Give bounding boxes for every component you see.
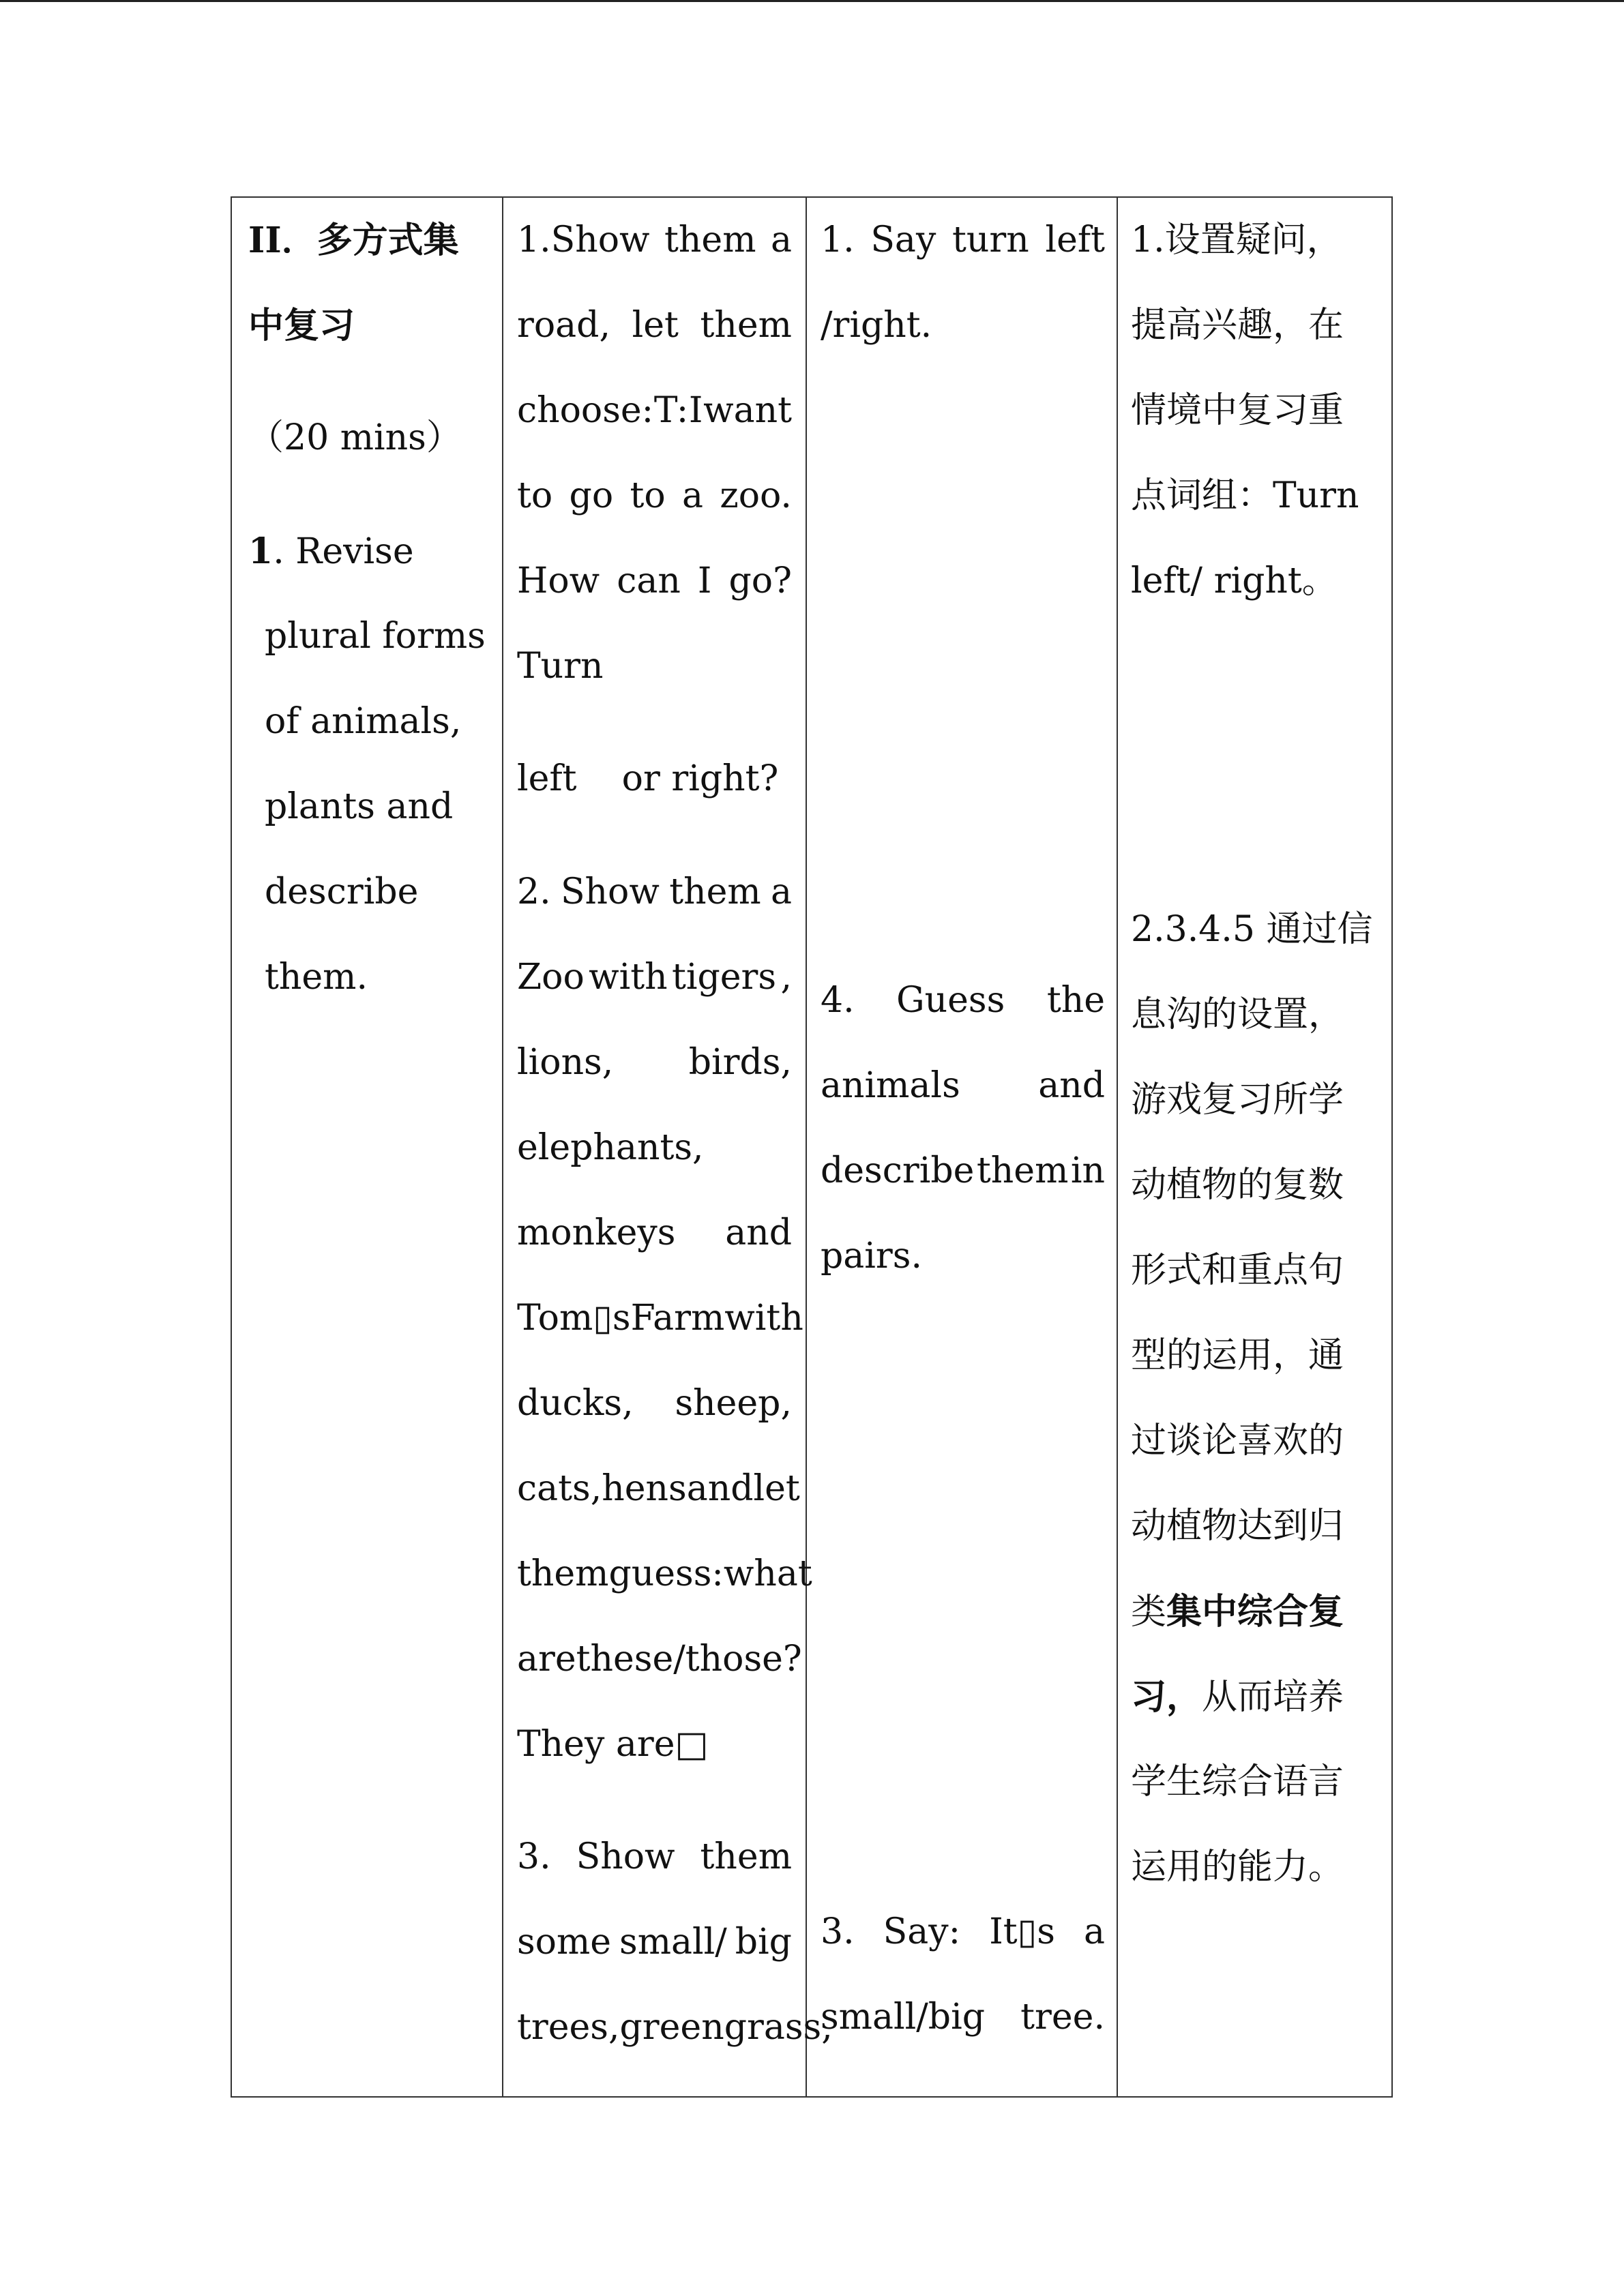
purpose-bold-text: 集中综合复 <box>1166 1591 1344 1632</box>
word: 4. <box>821 980 855 1021</box>
word: to <box>630 475 666 516</box>
stage-column <box>248 198 494 2096</box>
word: 1.Show <box>517 220 650 260</box>
student-line: pairs. <box>821 1236 922 1277</box>
activity-line: left or right? <box>517 758 779 799</box>
word: them <box>976 1150 1069 1191</box>
word: 2. <box>517 871 551 912</box>
objective-heading-text: . Revise <box>273 531 414 572</box>
word: tree. <box>1020 1997 1105 2038</box>
activity-line <box>517 1985 833 2070</box>
stage-title-line1: II．多方式集 <box>248 220 459 261</box>
activity-line <box>517 1617 802 1702</box>
word: want <box>703 390 792 431</box>
word: some <box>517 1922 612 1963</box>
column-divider <box>502 198 503 2096</box>
activity-line: elephants, <box>517 1127 704 1168</box>
purpose-line: 1.设置疑问， <box>1131 220 1342 260</box>
word: tigers <box>671 957 777 998</box>
objective-line: plants and <box>265 786 454 827</box>
student-line <box>821 1890 1105 1975</box>
word: can <box>617 561 681 601</box>
purpose-line: 2.3.4.5 通过信 <box>1131 909 1373 950</box>
activity-line <box>517 850 792 935</box>
word: left <box>1045 220 1105 260</box>
objective-line: plural forms <box>265 616 486 657</box>
word: monkeys <box>517 1212 676 1253</box>
word: I <box>688 390 703 431</box>
objective-line: of animals, <box>265 701 462 742</box>
purpose-line: 形式和重点句 <box>1131 1250 1344 1291</box>
student-line <box>821 198 1105 283</box>
word: Say: <box>883 1911 961 1952</box>
purpose-bold-text: 习， <box>1131 1676 1202 1718</box>
word: birds, <box>688 1042 792 1083</box>
page-top-border <box>0 0 1624 2</box>
lesson-plan-table <box>231 196 1393 2098</box>
word: a <box>1083 1911 1105 1952</box>
purpose-line: left/ right。 <box>1131 561 1338 601</box>
word: with <box>589 957 668 998</box>
objective-line: describe <box>265 871 419 912</box>
word: Say <box>870 220 936 260</box>
purpose-bold-line <box>1131 1654 1344 1740</box>
word: and <box>725 1212 792 1253</box>
objective-line: them. <box>265 957 368 998</box>
word: T: <box>653 390 689 431</box>
activity-line <box>517 1532 812 1617</box>
purpose-text: 从而培养 <box>1202 1677 1344 1718</box>
word: animals <box>821 1065 960 1106</box>
word: Guess <box>896 980 1005 1021</box>
word: , <box>780 957 792 998</box>
word: trees, <box>517 2007 620 2048</box>
word: big <box>735 1922 792 1963</box>
word: them <box>700 1836 792 1877</box>
activity-line <box>517 1020 792 1105</box>
word: with <box>724 1298 803 1339</box>
word: let <box>753 1468 800 1509</box>
word: a <box>770 220 792 260</box>
activity-line <box>517 453 792 539</box>
activity-line <box>517 1191 792 1276</box>
word: a <box>681 475 703 516</box>
word: them <box>517 1553 609 1594</box>
word: 3. <box>821 1911 855 1952</box>
student-activity-column <box>821 198 1105 2096</box>
word: let <box>632 305 679 346</box>
word: Zoo <box>517 957 585 998</box>
column-divider <box>1117 198 1118 2096</box>
word: a <box>770 871 792 912</box>
word: ducks, <box>517 1383 634 1424</box>
stage-duration: （20 mins） <box>248 417 462 458</box>
word: guess: <box>608 1553 724 1594</box>
activity-line <box>517 1900 792 1985</box>
objective-number: 1 <box>248 531 274 572</box>
word: How <box>517 561 600 601</box>
student-line <box>821 1129 1105 1214</box>
purpose-line: 过谈论喜欢的 <box>1131 1420 1344 1461</box>
word: choose: <box>517 390 654 431</box>
student-line <box>821 1975 1105 2060</box>
word: sheep, <box>675 1383 792 1424</box>
word: them <box>669 871 761 912</box>
word: small/big <box>821 1997 985 2038</box>
purpose-line: 情境中复习重 <box>1131 390 1344 431</box>
activity-line: Turn <box>517 646 604 687</box>
word: in <box>1070 1150 1105 1191</box>
word: to <box>517 475 553 516</box>
word: Show <box>560 871 660 912</box>
word: them <box>700 305 792 346</box>
word: go <box>569 475 614 516</box>
column-divider <box>806 198 807 2096</box>
activity-line <box>517 1361 792 1446</box>
word: cats, <box>517 1468 602 1509</box>
word: I <box>697 561 712 601</box>
activity-line <box>517 935 792 1020</box>
student-line <box>821 958 1105 1043</box>
purpose-text: 类 <box>1131 1592 1167 1632</box>
purpose-line: 提高兴趣，在 <box>1131 305 1344 346</box>
activity-line <box>517 198 792 283</box>
activity-line <box>517 1815 792 1900</box>
activity-line <box>517 368 792 453</box>
word: and <box>1038 1065 1105 1106</box>
activity-line <box>517 1446 800 1532</box>
purpose-line: 游戏复习所学 <box>1131 1079 1344 1120</box>
word: 1. <box>821 220 855 260</box>
purpose-line: 学生综合语言 <box>1131 1761 1344 1802</box>
student-line: /right. <box>821 305 932 346</box>
activity-line <box>517 539 792 624</box>
word: go? <box>728 561 792 601</box>
word: road, <box>517 305 610 346</box>
word: describe <box>821 1150 975 1191</box>
word: the <box>1046 980 1105 1021</box>
word: zoo. <box>720 475 792 516</box>
word: and <box>686 1468 754 1509</box>
word: It▯s <box>989 1911 1055 1952</box>
word: them <box>664 220 756 260</box>
activity-line <box>517 283 792 368</box>
purpose-line: 动植物的复数 <box>1131 1165 1344 1206</box>
purpose-line: 点词组：Turn <box>1131 475 1359 516</box>
purpose-bold-line <box>1131 1569 1344 1655</box>
stage-title-line2: 中复习 <box>248 305 355 346</box>
purpose-column <box>1131 198 1383 2096</box>
objective-heading <box>248 509 414 595</box>
word: are <box>517 1639 576 1680</box>
word: Tom▯s <box>517 1298 631 1339</box>
word: Farm <box>630 1298 725 1339</box>
word: Show <box>576 1836 675 1877</box>
word: 3. <box>517 1836 551 1877</box>
purpose-line: 息沟的设置， <box>1131 994 1344 1035</box>
word: turn <box>952 220 1029 260</box>
word: grass, <box>724 2007 833 2048</box>
word: hens <box>602 1468 687 1509</box>
word: these/those? <box>576 1639 802 1680</box>
word: green <box>619 2007 724 2048</box>
purpose-line: 型的运用，通 <box>1131 1335 1344 1376</box>
word: what <box>723 1553 812 1594</box>
student-line <box>821 1043 1105 1129</box>
word: lions, <box>517 1042 614 1083</box>
word: small/ <box>619 1922 727 1963</box>
purpose-line: 运用的能力。 <box>1131 1847 1344 1888</box>
teacher-activity-column <box>517 198 833 2096</box>
purpose-line: 动植物达到归 <box>1131 1506 1344 1547</box>
activity-line: They are□ <box>517 1724 709 1765</box>
activity-line <box>517 1276 803 1361</box>
